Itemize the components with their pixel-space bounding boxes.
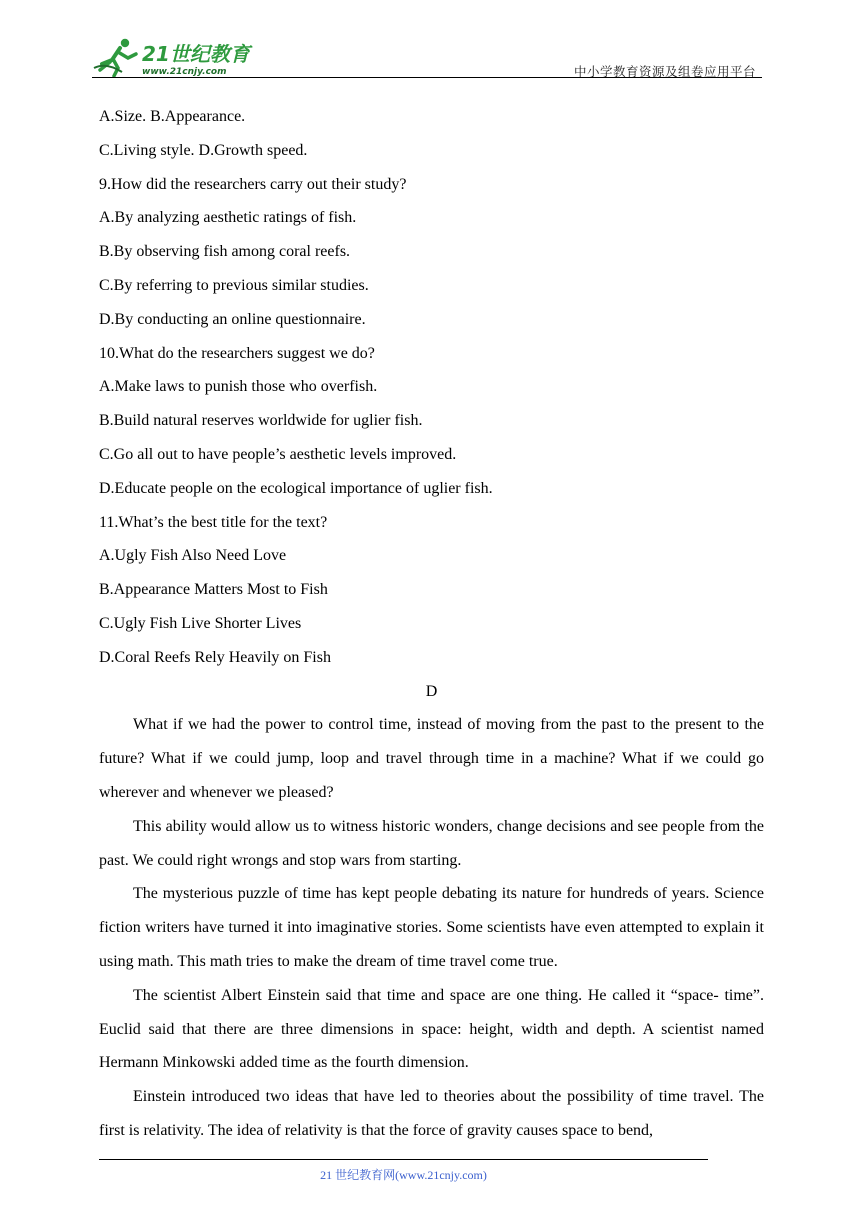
page-header (92, 30, 762, 78)
footer-divider (99, 1159, 708, 1160)
logo-url: www.21cnjy.com (142, 67, 227, 77)
question-line: B.Build natural reserves worldwide for uglier fish. (99, 412, 423, 430)
paragraph: The scientist Albert Einstein said that time and space are one thing. He called it “space‑ time”. Euclid said that there are three dimensions in space: height, width and depth. A scientist named Hermann Minkowski added time as the fourth dimension. (99, 986, 764, 1072)
logo-title: 21世纪教育 (142, 42, 250, 66)
question-line: C.Living style. D.Growth speed. (99, 141, 308, 159)
header-platform-text: 中小学教育资源及组卷应用平台 (573, 64, 756, 79)
paragraph: The mysterious puzzle of time has kept people debating its nature for hundreds of years. Science fiction writers have turned it into imaginative stories. Some scientists have even attempted to explain it using math. This math tries to make the dream of time travel come true. (99, 885, 764, 970)
footer-text: 21 世纪教育网(www.21cnjy.com) (320, 1168, 487, 1182)
question-line: 11.What’s the best title for the text? (99, 513, 328, 531)
question-line: A.Make laws to punish those who overfish. (99, 378, 378, 396)
question-line: A.Ugly Fish Also Need Love (99, 547, 287, 565)
paragraph: What if we had the power to control time, instead of moving from the past to the present to the future? What if we could jump, loop and travel through time in a machine? What if we could go wherever and whenever we pleased? (99, 716, 764, 801)
question-line: D.Educate people on the ecological importance of uglier fish. (99, 479, 493, 497)
header-divider (92, 77, 762, 78)
question-line: C.Ugly Fish Live Shorter Lives (99, 614, 302, 632)
question-line: A.Size. B.Appearance. (99, 108, 246, 125)
question-line: D.By conducting an online questionnaire. (99, 310, 366, 328)
question-line: C.By referring to previous similar studies. (99, 276, 369, 294)
runner-icon (94, 39, 136, 76)
section-heading: D (425, 682, 438, 700)
question-line: B.By observing fish among coral reefs. (99, 243, 351, 261)
question-line: C.Go all out to have people’s aesthetic levels improved. (99, 445, 457, 463)
question-line: 10.What do the researchers suggest we do? (99, 344, 375, 362)
question-line: A.By analyzing aesthetic ratings of fish. (99, 209, 357, 227)
paragraph: This ability would allow us to witness historic wonders, change decisions and see people from the past. We could right wrongs and stop wars from starting. (99, 817, 764, 869)
site-logo (92, 34, 262, 78)
question-line: D.Coral Reefs Rely Heavily on Fish (99, 648, 331, 666)
question-line: 9.How did the researchers carry out their study? (99, 175, 407, 193)
paragraph: Einstein introduced two ideas that have led to theories about the possibility of time travel. The first is relativity. The idea of relativity is that the force of gravity causes space to bend, (99, 1088, 764, 1139)
document-body (99, 100, 764, 1148)
question-line: B.Appearance Matters Most to Fish (99, 581, 328, 599)
